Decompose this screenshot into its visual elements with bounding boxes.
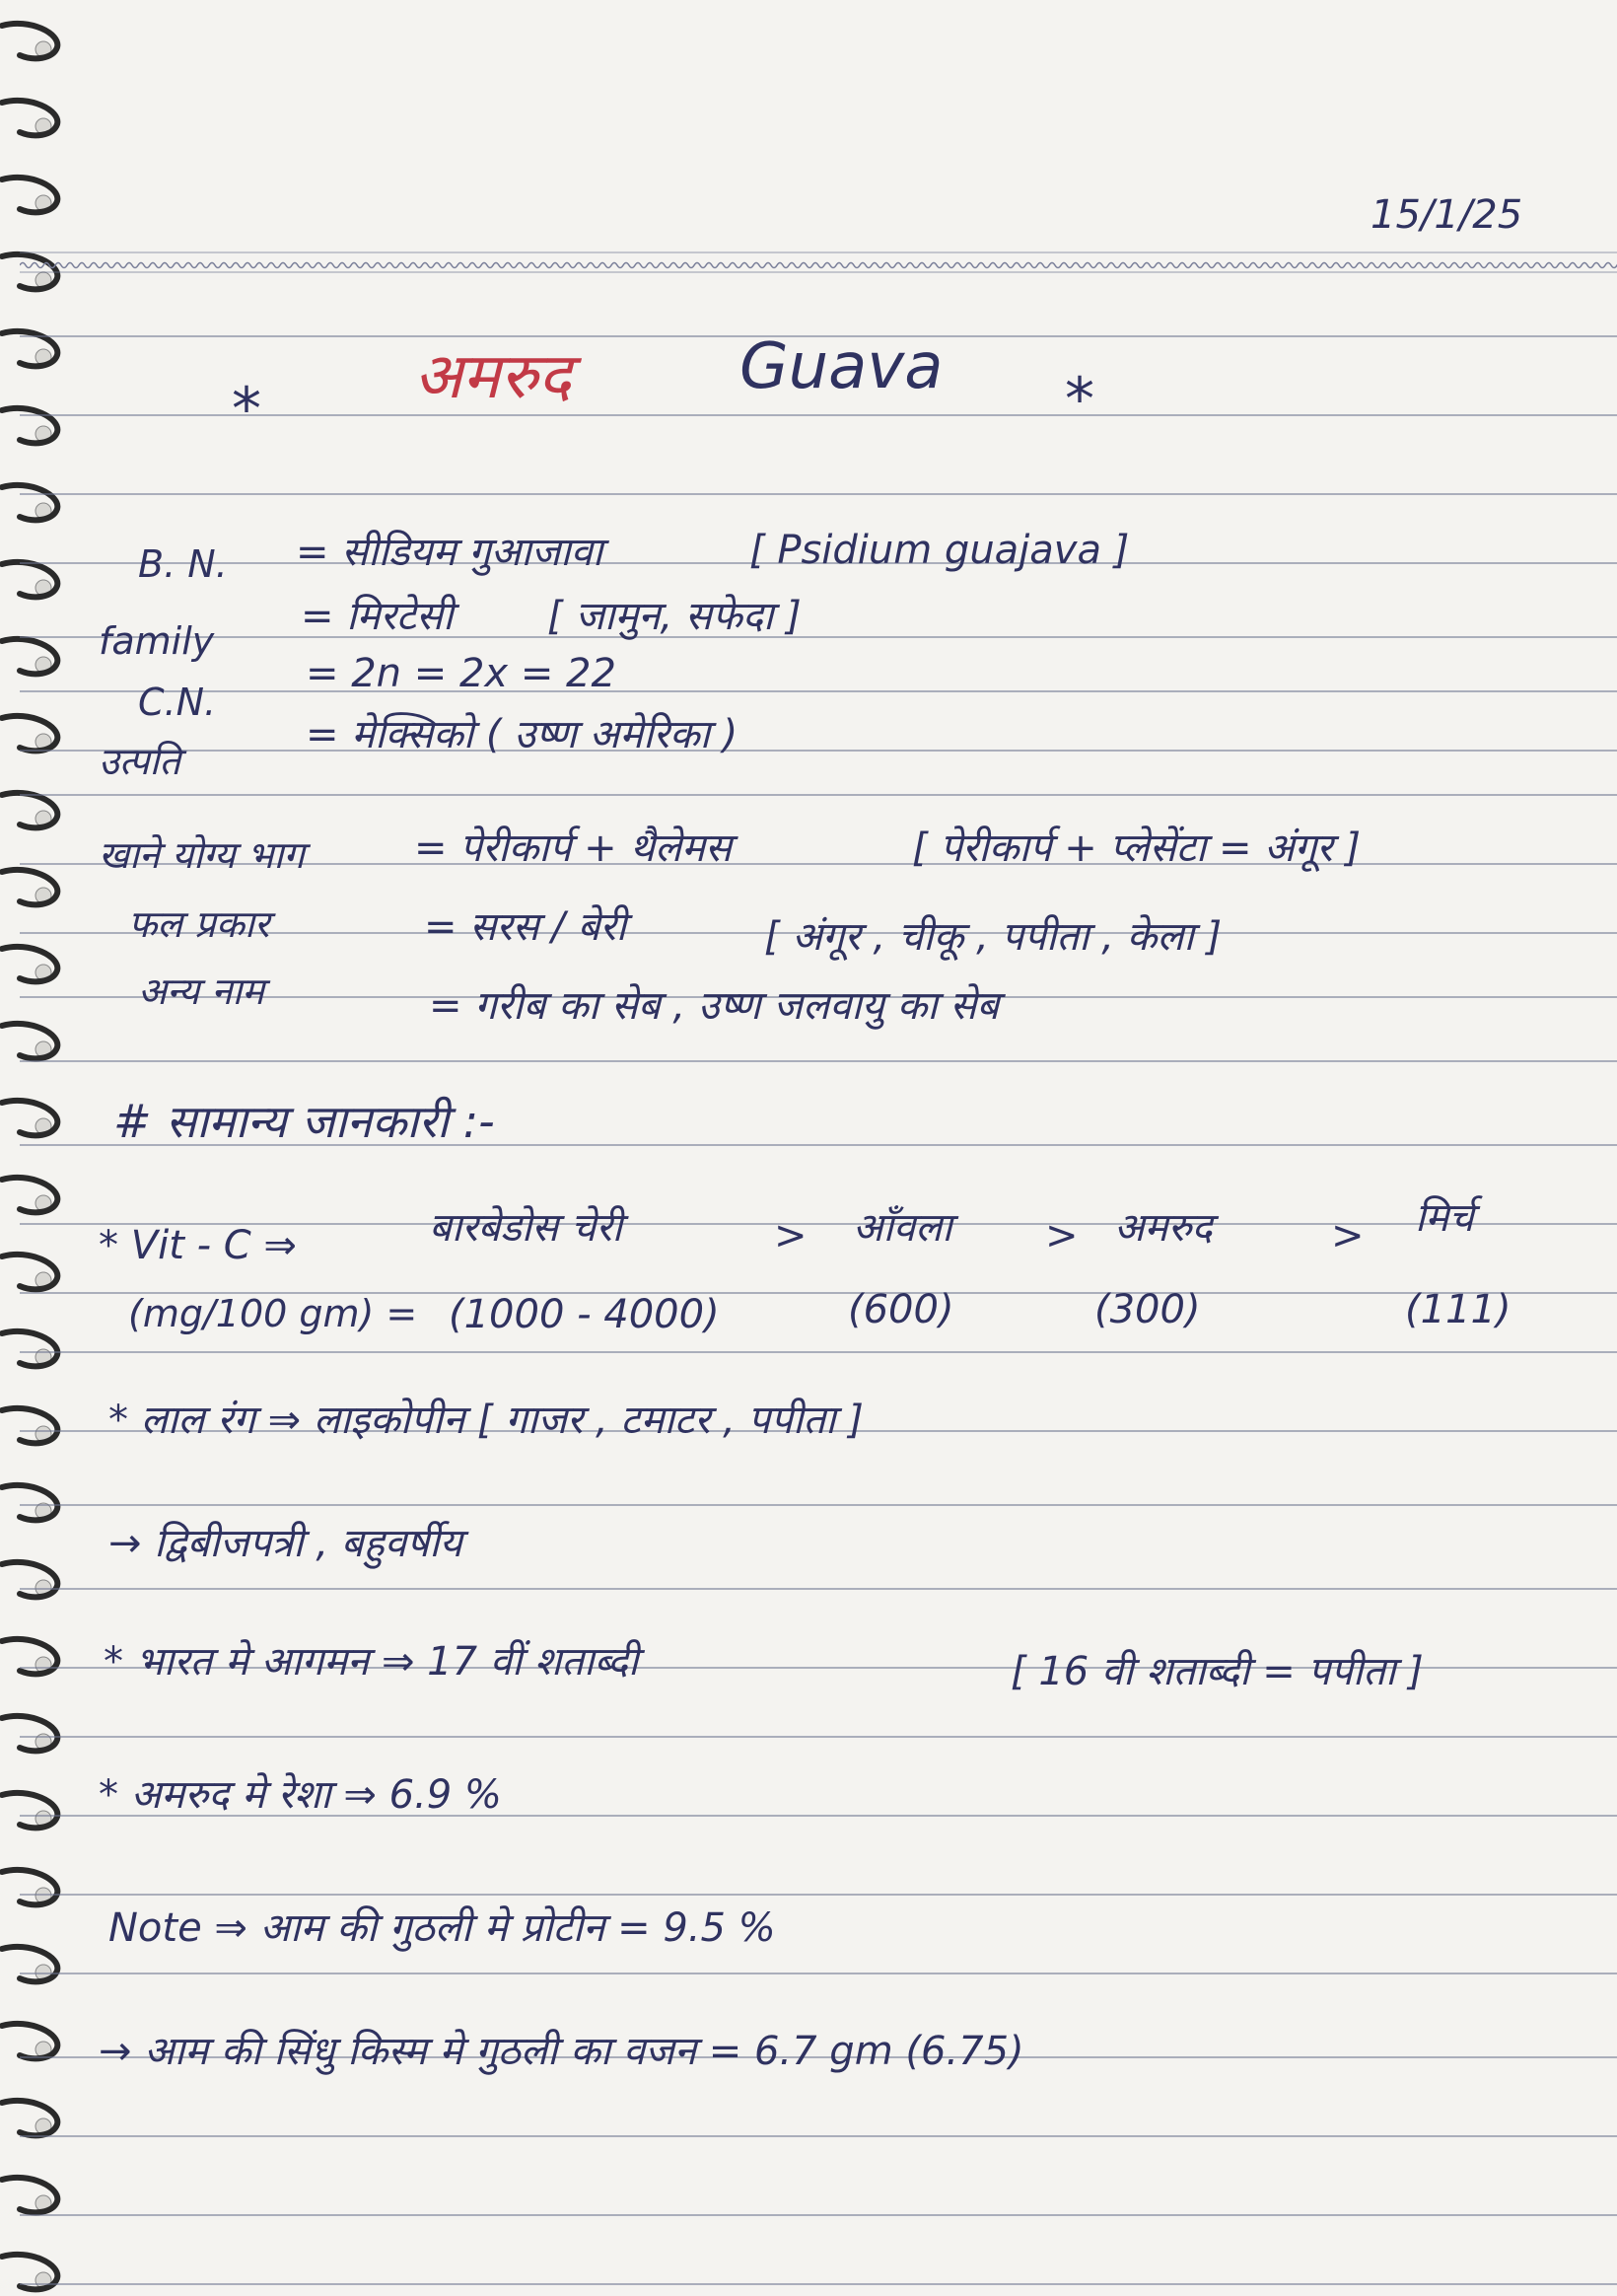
spiral-ring — [2, 793, 57, 827]
ruled-line — [20, 2283, 1617, 2285]
spiral-ring — [2, 1408, 57, 1443]
ruled-line — [20, 750, 1617, 752]
vitc-value-2: (600) — [848, 1287, 954, 1332]
edible-note: [ पेरीकार्प + प्लेसेंटा = अंगूर ] — [912, 825, 1361, 871]
bn-value: = सीडियम गुआजावा — [296, 530, 603, 575]
ruled-line — [20, 1736, 1617, 1738]
spiral-ring — [2, 1562, 57, 1597]
ruled-line — [20, 1060, 1617, 1062]
spiral-ring — [2, 870, 57, 904]
spiral-ring — [2, 639, 57, 674]
vitc-rank-3: अमरुद — [1114, 1205, 1213, 1251]
ruled-line — [20, 1894, 1617, 1896]
vitc-value-1: (1000 - 4000) — [449, 1292, 720, 1337]
spiral-ring — [2, 178, 57, 212]
vitc-rank-1: बारबेडोस चेरी — [429, 1205, 623, 1251]
dicot-line: → द्विबीजपत्री , बहुवर्षीय — [108, 1521, 462, 1566]
ruled-line — [20, 1588, 1617, 1590]
spiral-ring — [2, 1716, 57, 1751]
spiral-ring — [2, 1793, 57, 1828]
title-star-left: * — [232, 375, 261, 444]
spiral-ring — [2, 1485, 57, 1520]
vitc-unit: (mg/100 gm) = — [128, 1292, 418, 1335]
edible-value: = पेरीकार्प + थैलेमस — [414, 825, 733, 871]
spiral-ring — [2, 24, 57, 58]
spiral-ring — [2, 1331, 57, 1366]
header-wavy-line — [20, 258, 1617, 272]
ruled-line — [20, 690, 1617, 692]
spiral-ring — [2, 1255, 57, 1289]
spiral-ring — [2, 562, 57, 597]
spiral-ring — [2, 485, 57, 520]
note-line: Note ⇒ आम की गुठली मे प्रोटीन = 9.5 % — [108, 1905, 776, 1951]
spiral-ring — [2, 101, 57, 135]
origin-label: उत्पति — [99, 740, 181, 783]
ruled-line — [20, 636, 1617, 638]
general-heading: # सामान्य जानकारी :- — [113, 1095, 495, 1148]
fruit-label: फल प्रकार — [128, 902, 270, 946]
cn-label: C.N. — [138, 681, 217, 724]
family-label: family — [99, 619, 215, 663]
vitc-label: * Vit - C ⇒ — [99, 1223, 297, 1268]
ruled-line — [20, 794, 1617, 796]
spiral-ring — [2, 1178, 57, 1212]
other-value: = गरीब का सेब , उष्ण जलवायु का सेब — [429, 983, 1000, 1029]
cn-value: = 2n = 2x = 22 — [306, 651, 616, 696]
spiral-ring — [2, 1101, 57, 1135]
date: 15/1/25 — [1371, 192, 1523, 238]
vitc-rank-4: मिर्च — [1415, 1195, 1474, 1241]
origin-value: = मेक्सिको ( उष्ण अमेरिका ) — [306, 712, 738, 757]
spiral-ring — [2, 1024, 57, 1058]
family-value: = मिरटेसी — [301, 594, 454, 639]
spiral-ring — [2, 947, 57, 981]
fruit-value: = सरस / बेरी — [424, 904, 627, 950]
spiral-ring — [2, 2101, 57, 2135]
title-hindi: अमरुद — [414, 340, 572, 413]
vitc-value-4: (111) — [1405, 1287, 1512, 1332]
spiral-ring — [2, 1947, 57, 1981]
ruled-line — [20, 1351, 1617, 1353]
bn-latin: [ Psidium guajava ] — [749, 528, 1130, 573]
bn-label: B. N. — [138, 542, 228, 586]
ruled-line — [20, 493, 1617, 495]
fruit-note: [ अंगूर , चीकू , पपीता , केला ] — [764, 914, 1223, 960]
fibre-line: * अमरुद मे रेशा ⇒ 6.9 % — [99, 1772, 502, 1818]
red-color-line: * लाल रंग ⇒ लाइकोपीन [ गाजर , टमाटर , पपीता ] — [108, 1398, 864, 1443]
ruled-line — [20, 2214, 1617, 2216]
spiral-ring — [2, 2024, 57, 2058]
title-star-right: * — [1065, 365, 1094, 434]
family-note: [ जामुन, सफेदा ] — [547, 594, 802, 639]
sindhu-line: → आम की सिंधु किस्म मे गुठली का वजन = 6.7 gm (6.75) — [99, 2029, 1024, 2074]
vitc-rank-2: आँवला — [853, 1205, 952, 1251]
ruled-line — [20, 1504, 1617, 1506]
spiral-ring — [2, 1870, 57, 1904]
arrival-line: * भारत मे आगमन ⇒ 17 वीं शताब्दी — [104, 1639, 639, 1685]
edible-label: खाने योग्य भाग — [99, 833, 305, 877]
spiral-ring — [2, 2178, 57, 2212]
ruled-line — [20, 1973, 1617, 1974]
ruled-line — [20, 2135, 1617, 2137]
vitc-sep-1: > — [774, 1213, 808, 1258]
spiral-ring — [2, 716, 57, 751]
title-english: Guava — [739, 330, 944, 403]
spiral-binding — [0, 0, 79, 2296]
vitc-value-3: (300) — [1094, 1287, 1201, 1332]
other-label: अन्य नाम — [138, 969, 265, 1013]
vitc-sep-3: > — [1331, 1213, 1365, 1258]
vitc-sep-2: > — [1045, 1213, 1079, 1258]
ruled-line — [20, 251, 1617, 253]
arrival-note: [ 16 वी शताब्दी = पपीता ] — [1011, 1649, 1424, 1694]
